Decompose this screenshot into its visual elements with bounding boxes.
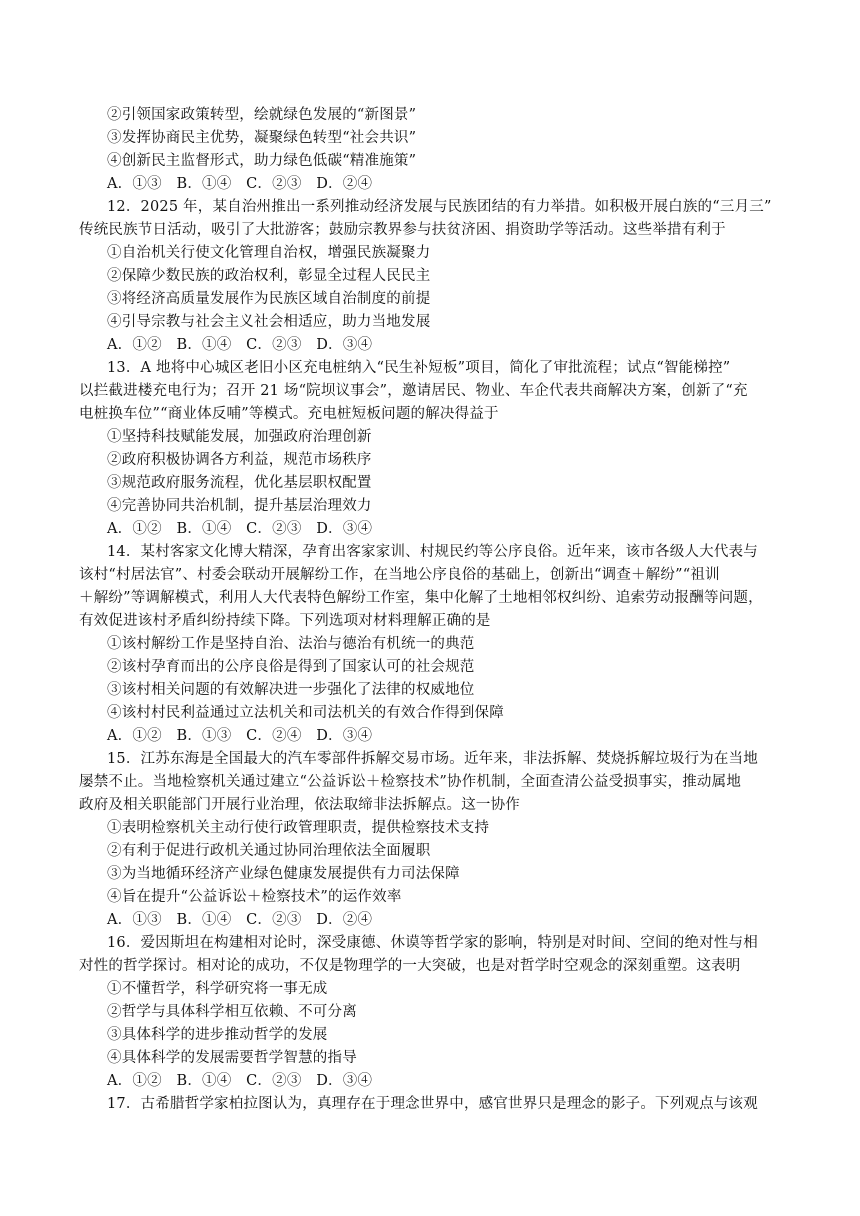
option-line: ①坚持科技赋能发展，加强政府治理创新 [107, 429, 372, 445]
option-line: ③该村相关问题的有效解决进一步强化了法律的权威地位 [107, 682, 475, 698]
option-line: ④具体科学的发展需要哲学智慧的指导 [107, 1050, 357, 1066]
question-15-stem: 屡禁不止。当地检察机关通过建立“公益诉讼＋检察技术”协作机制，全面查清公益受损事实，推动属地 [79, 774, 742, 790]
question-14-stem: ＋解纷”等调解模式，利用人大代表特色解纷工作室，集中化解了土地相邻权纠纷、追索劳动报酬等问题， [79, 590, 763, 606]
question-14-stem: 14．某村客家文化博大精深，孕育出客家家训、村规民约等公序良俗。近年来，该市各级人大代表与 [107, 544, 758, 560]
question-14-stem: 该村“村居法官”、村委会联动开展解纷工作，在当地公序良俗的基础上，创新出“调查＋解纷”“祖训 [79, 567, 720, 583]
question-13-stem: 13．A 地将中心城区老旧小区充电桩纳入“民生补短板”项目，简化了审批流程；试点“智能梯控” [107, 360, 731, 376]
option-line: ①自治机关行使文化管理自治权，增强民族凝聚力 [107, 245, 431, 261]
question-15-stem: 15．江苏东海是全国最大的汽车零部件拆解交易市场。近年来，非法拆解、焚烧拆解垃圾行为在当地 [107, 751, 758, 767]
option-line: ②保障少数民族的政治权利，彰显全过程人民民主 [107, 268, 431, 284]
option-line: ③将经济高质量发展作为民族区域自治制度的前提 [107, 291, 431, 307]
option-line: ③为当地循环经济产业绿色健康发展提供有力司法保障 [107, 866, 460, 882]
option-line: ④引导宗教与社会主义社会相适应，助力当地发展 [107, 314, 431, 330]
question-12-stem: 传统民族节日活动，吸引了大批游客；鼓励宗教界参与扶贫济困、捐资助学等活动。这些举措有利于 [79, 222, 726, 238]
question-12-stem: 12．2025 年，某自治州推出一系列推动经济发展与民族团结的有力举措。如积极开展白族的“三月三” [107, 199, 772, 215]
question-13-stem: 以拦截进楼充电行为；召开 21 场“院坝议事会”，邀请居民、物业、车企代表共商解决方案，创新了“充 [79, 383, 748, 399]
option-line: ③发挥协商民主优势，凝聚绿色转型“社会共识” [107, 130, 417, 146]
answer-choices: A．①③ B．①④ C．②③ D．②④ [107, 176, 373, 192]
question-14-stem: 有效促进该村矛盾纠纷持续下降。下列选项对材料理解正确的是 [79, 613, 491, 629]
question-13-stem: 电桩换车位”“商业体反哺”等模式。充电桩短板问题的解决得益于 [79, 406, 499, 422]
option-line: ④完善协同共治机制，提升基层治理效力 [107, 498, 372, 514]
question-17-stem: 17．古希腊哲学家柏拉图认为，真理存在于理念世界中，感官世界只是理念的影子。下列观点与该观 [107, 1096, 758, 1112]
option-line: ④旨在提升“公益诉讼＋检察技术”的运作效率 [107, 889, 402, 905]
option-line: ②引领国家政策转型，绘就绿色发展的“新图景” [107, 107, 417, 123]
option-line: ①该村解纷工作是坚持自治、法治与德治有机统一的典范 [107, 636, 475, 652]
option-line: ③规范政府服务流程，优化基层职权配置 [107, 475, 372, 491]
option-line: ①不懂哲学，科学研究将一事无成 [107, 981, 328, 997]
option-line: ①表明检察机关主动行使行政管理职责，提供检察技术支持 [107, 820, 490, 836]
answer-choices: A．①② B．①③ C．②④ D．③④ [107, 728, 373, 744]
option-line: ④创新民主监督形式，助力绿色低碳“精准施策” [107, 153, 417, 169]
option-line: ②政府积极协调各方利益，规范市场秩序 [107, 452, 372, 468]
question-15-stem: 政府及相关职能部门开展行业治理，依法取缔非法拆解点。这一协作 [79, 797, 520, 813]
answer-choices: A．①③ B．①④ C．②③ D．②④ [107, 912, 373, 928]
option-line: ②该村孕育而出的公序良俗是得到了国家认可的社会规范 [107, 659, 475, 675]
question-16-stem: 对性的哲学探讨。相对论的成功，不仅是物理学的一大突破，也是对哲学时空观念的深刻重塑。这表明 [79, 958, 741, 974]
answer-choices: A．①② B．①④ C．②③ D．③④ [107, 337, 373, 353]
option-line: ②有利于促进行政机关通过协同治理依法全面履职 [107, 843, 431, 859]
answer-choices: A．①② B．①④ C．②③ D．③④ [107, 521, 373, 537]
question-16-stem: 16．爱因斯坦在构建相对论时，深受康德、休谟等哲学家的影响，特别是对时间、空间的绝对性与相 [107, 935, 758, 951]
option-line: ④该村村民利益通过立法机关和司法机关的有效合作得到保障 [107, 705, 504, 721]
option-line: ③具体科学的进步推动哲学的发展 [107, 1027, 328, 1043]
answer-choices: A．①② B．①④ C．②③ D．③④ [107, 1073, 373, 1089]
option-line: ②哲学与具体科学相互依赖、不可分离 [107, 1004, 357, 1020]
